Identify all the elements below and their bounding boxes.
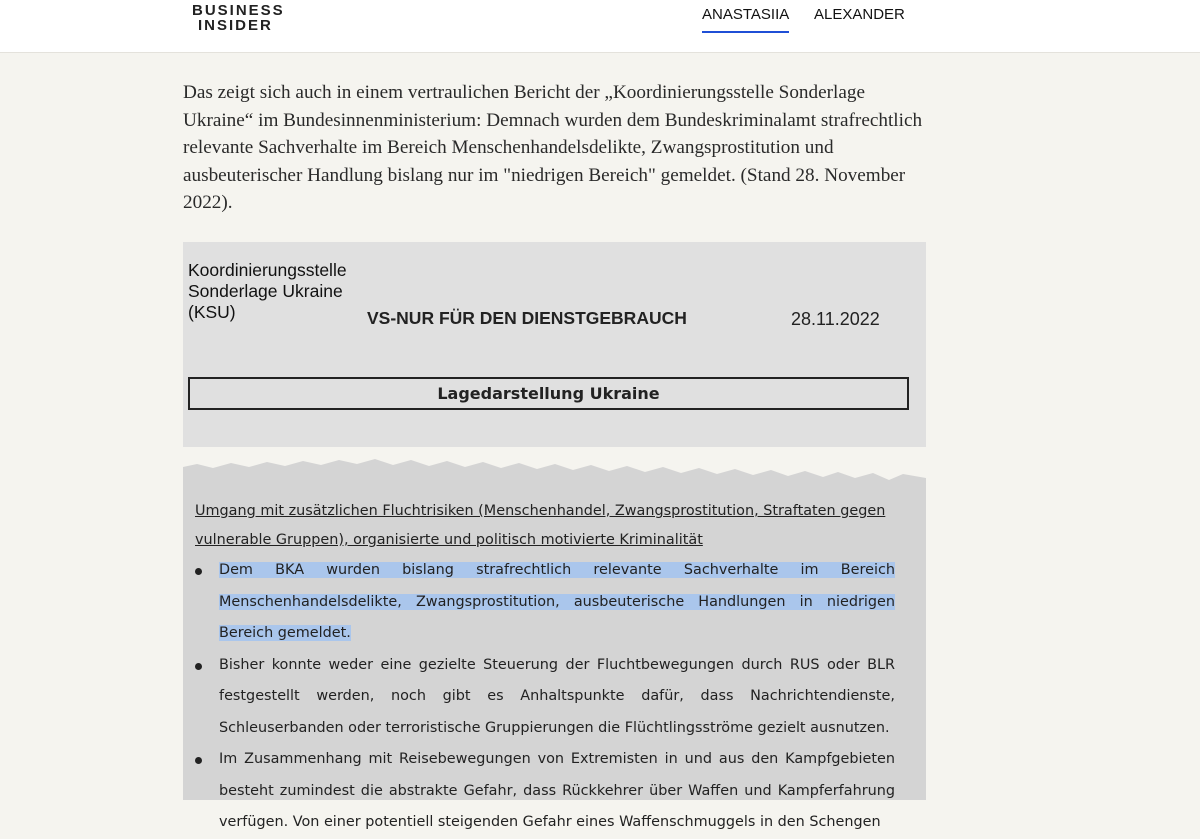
bullet-icon [195,663,202,670]
business-insider-logo[interactable] [192,3,285,33]
document-date: 28.11.2022 [791,309,880,329]
logo-line-1: BUSINESS [192,2,285,19]
nav-link-alexander[interactable]: ALEXANDER [814,6,905,23]
document-title-box: Lagedarstellung Ukraine [188,377,909,410]
document-body [195,497,895,839]
document-organization [188,260,347,323]
bullet-text: Bisher konnte weder eine gezielte Steuerung der Fluchtbewegungen durch RUS oder BLR festgestellt werden, noch gibt es Anhaltspunkte dafür, dass Nachrichtendienste, Schleuserbanden oder terroristische Gruppierungen die Flüchtlingsströme gezielt ausnutzen. [219,656,895,736]
list-item [195,555,895,650]
bullet-text: Im Zusammenhang mit Reisebewegungen von Extremisten in und aus den Kampfgebieten besteht zumindest die abstrakte Gefahr, dass Rückkehrer über Waffen und Kampferfahrung verfügen. Von einer potentiell steigenden Gefahr eines Waffenschmuggels in den Schengen [219,751,895,830]
list-item [195,650,895,745]
article-paragraph: Das zeigt sich auch in einem vertraulichen Bericht der „Koordinierungsstelle Sonderlage Ukraine“ im Bundesinnenministerium: Demnach wurden dem Bundeskriminalamt strafrechtlich relevante Sachverhalte im Bereich Menschenhandelsdelikte, Zwangsprostitution und ausbeuterischer Handlung bislang nur im "niedrigen Bereich" gemeldet. (Stand 28. November 2022). [183,82,923,214]
bullet-icon [195,568,202,575]
top-bar [0,0,1200,53]
document-classification: VS-NUR FÜR DEN DIENSTGEBRAUCH [367,308,687,328]
org-line: (KSU) [188,302,236,322]
document-image-header [183,242,926,447]
document-image-body [183,455,926,830]
bullet-icon [195,757,202,764]
document-bullet-list [195,555,895,839]
list-item [195,744,895,839]
logo-line-2: INSIDER [198,17,273,34]
torn-paper-edge [183,447,926,497]
highlighted-text: Dem BKA wurden bislang strafrechtlich relevante Sachverhalte im Bereich Menschenhandelsdelikte, Zwangsprostitution, ausbeuterische Handlungen in niedrigen Bereich gemeldet. [219,562,895,641]
nav-link-anastasiia[interactable]: ANASTASIIA [702,6,789,33]
org-line: Sonderlage Ukraine [188,281,343,301]
org-line: Koordinierungsstelle [188,260,347,280]
document-section-heading: Umgang mit zusätzlichen Fluchtrisiken (Menschenhandel, Zwangsprostitution, Straftaten gegen vulnerable Gruppen), organisierte und politisch motivierte Kriminalität [195,503,886,548]
